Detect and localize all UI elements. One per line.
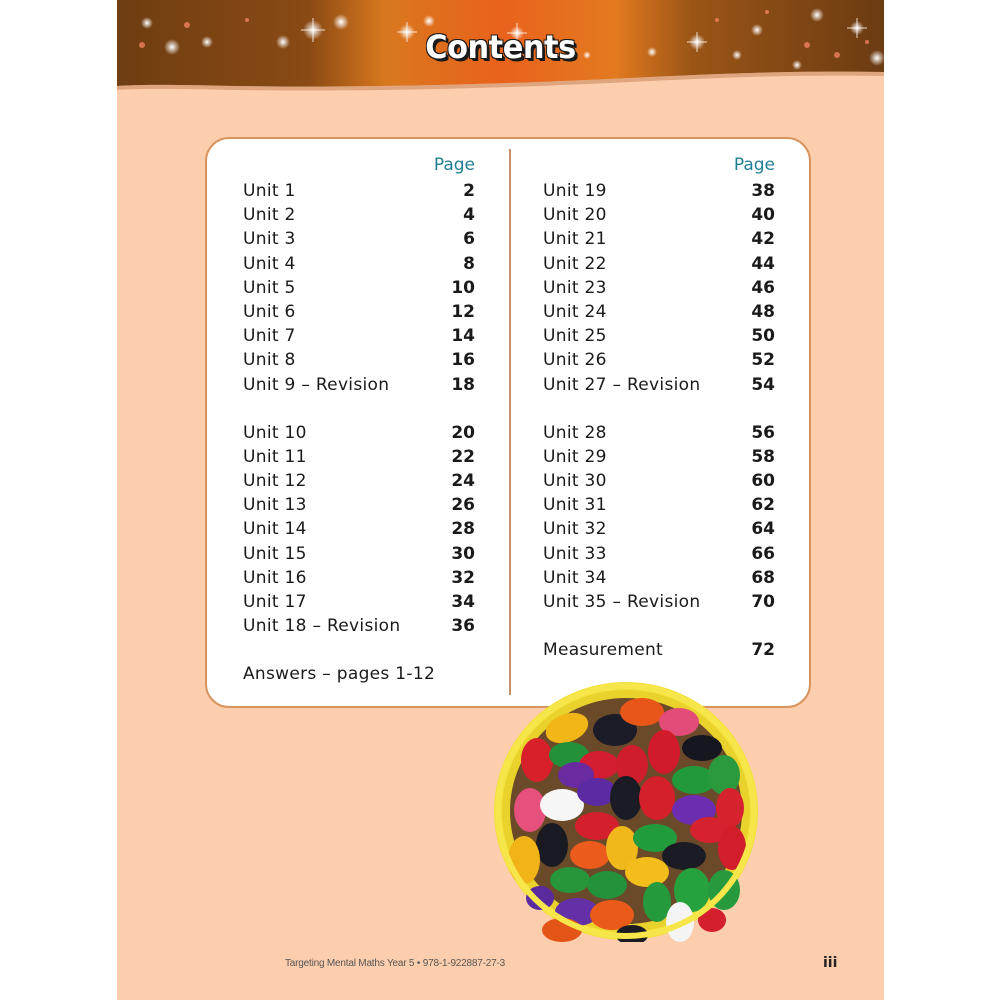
toc-entry-page: 68: [751, 567, 775, 588]
toc-entry-label: Unit 5: [243, 277, 296, 298]
toc-entry: [243, 445, 475, 469]
toc-entry-label: Unit 12: [243, 471, 307, 492]
toc-entry: [543, 276, 775, 300]
toc-entry: [243, 252, 475, 276]
toc-entry-label: Unit 29: [543, 446, 607, 467]
toc-entry: [243, 493, 475, 517]
toc-entry-page: 66: [751, 543, 775, 564]
toc-entry: [543, 203, 775, 227]
page-column-header: Page: [733, 155, 775, 175]
toc-entry-page: 62: [751, 495, 775, 516]
book-reference: Targeting Mental Maths Year 5 • 978-1-922887-27-3: [285, 958, 505, 969]
toc-entry-page: 24: [451, 471, 475, 492]
group-spacer: [543, 397, 775, 421]
toc-entry: [543, 373, 775, 397]
toc-entry: [243, 373, 475, 397]
contents-page: [117, 0, 884, 1000]
toc-entry: [543, 227, 775, 251]
toc-entry-label: Unit 18 – Revision: [243, 616, 401, 637]
toc-entry-page: 8: [463, 253, 475, 274]
toc-entry: [243, 469, 475, 493]
toc-entry-label: Unit 16: [243, 567, 307, 588]
toc-entry-label: Unit 28: [543, 422, 607, 443]
toc-entry-label: Unit 30: [543, 471, 607, 492]
jelly-beans-icon: [492, 680, 760, 942]
toc-entry: [243, 324, 475, 348]
toc-entry-label: Unit 3: [243, 229, 296, 250]
toc-entry: [243, 542, 475, 566]
page-title: Contents: [425, 28, 576, 66]
toc-entry: [243, 421, 475, 445]
toc-entry: [543, 421, 775, 445]
column-divider: [509, 149, 511, 695]
toc-entry-page: 56: [751, 422, 775, 443]
toc-entry-page: 20: [451, 422, 475, 443]
toc-entry-label: Unit 21: [543, 229, 607, 250]
toc-entry-page: 58: [751, 446, 775, 467]
toc-entry: [543, 517, 775, 541]
toc-entry-page: 4: [463, 205, 475, 226]
toc-entry: [243, 179, 475, 203]
toc-entry-page: 22: [451, 446, 475, 467]
jelly-bean-bowl-image: [492, 680, 760, 942]
toc-entry: [543, 179, 775, 203]
toc-entry-label: Unit 32: [543, 519, 607, 540]
toc-entry-label: Unit 14: [243, 519, 307, 540]
toc-entry: [243, 348, 475, 372]
toc-entry-label: Unit 4: [243, 253, 296, 274]
table-of-contents: [205, 137, 811, 708]
toc-entry-label: Measurement: [543, 640, 664, 661]
toc-entry-page: 32: [451, 567, 475, 588]
toc-entry-label: Unit 20: [543, 205, 607, 226]
toc-entry-page: 26: [451, 495, 475, 516]
toc-entry-page: 38: [751, 181, 775, 201]
toc-entry-label: Unit 19: [543, 181, 607, 201]
toc-entry-label: Unit 17: [243, 592, 307, 612]
toc-entry-page: 52: [751, 350, 775, 371]
toc-entry-page: 14: [451, 326, 475, 347]
toc-entry: [243, 227, 475, 251]
page-column-header: Page: [433, 155, 475, 175]
toc-entry-page: 6: [463, 229, 475, 250]
toc-entry: [543, 445, 775, 469]
toc-entry-page: 2: [463, 181, 475, 201]
toc-entry-page: 72: [751, 640, 775, 661]
toc-entry-page: 44: [751, 253, 775, 274]
toc-entry: [243, 276, 475, 300]
toc-entry-page: 28: [451, 519, 475, 540]
header-banner: [117, 0, 884, 100]
toc-entry-label: Unit 7: [243, 326, 296, 347]
toc-entry-label: Unit 11: [243, 446, 307, 467]
toc-entry-label: Unit 35 – Revision: [543, 592, 701, 612]
toc-entry-label: Unit 33: [543, 543, 607, 564]
toc-entry-page: 60: [751, 471, 775, 492]
toc-entry-label: Unit 22: [543, 253, 607, 274]
toc-entry-label: Unit 6: [243, 301, 296, 322]
toc-entry-label: Unit 13: [243, 495, 307, 516]
toc-entry-label: Unit 23: [543, 277, 607, 298]
toc-entry-label: Unit 25: [543, 326, 607, 347]
toc-entry-label: Unit 2: [243, 205, 296, 226]
toc-entry: [543, 300, 775, 324]
toc-entry: [243, 614, 475, 638]
toc-entry: [543, 542, 775, 566]
toc-entry-page: 10: [451, 277, 475, 298]
toc-entry: [243, 662, 475, 686]
toc-column-left: [243, 155, 475, 687]
toc-entry-page: 36: [451, 616, 475, 637]
toc-entry: [243, 203, 475, 227]
toc-entry: [243, 590, 475, 614]
toc-entry-page: 46: [751, 277, 775, 298]
toc-entry-page: 54: [751, 374, 775, 395]
toc-entry-page: 70: [751, 592, 775, 612]
toc-entry-label: Unit 1: [243, 181, 296, 201]
toc-entry: [543, 493, 775, 517]
toc-entry: [243, 300, 475, 324]
toc-entry: [543, 469, 775, 493]
toc-entry: [243, 566, 475, 590]
toc-entry-label: Unit 31: [543, 495, 607, 516]
toc-entry-label: Unit 10: [243, 422, 307, 443]
toc-entry-label: Unit 27 – Revision: [543, 374, 701, 395]
toc-entry-label: Unit 15: [243, 543, 307, 564]
toc-entry-label: Unit 9 – Revision: [243, 374, 390, 395]
toc-entry-label: Unit 34: [543, 567, 607, 588]
group-spacer: [543, 614, 775, 638]
toc-entry-page: 64: [751, 519, 775, 540]
toc-entry: [543, 324, 775, 348]
page-number: iii: [823, 955, 838, 971]
toc-entry: [543, 590, 775, 614]
toc-entry: [543, 348, 775, 372]
toc-entry: [543, 252, 775, 276]
toc-entry-page: 42: [751, 229, 775, 250]
toc-entry-label: Unit 24: [543, 301, 607, 322]
toc-entry-page: 40: [751, 205, 775, 226]
group-spacer: [243, 638, 475, 662]
toc-entry-label: Answers – pages 1-12: [243, 664, 436, 685]
toc-entry: [243, 517, 475, 541]
toc-entry-page: 30: [451, 543, 475, 564]
toc-entry: [543, 638, 775, 662]
toc-entry-label: Unit 8: [243, 350, 296, 371]
toc-entry-page: 16: [451, 350, 475, 371]
toc-entry-page: 34: [451, 592, 475, 612]
toc-entry-page: 18: [451, 374, 475, 395]
toc-entry-label: Unit 26: [543, 350, 607, 371]
toc-entry-page: 12: [451, 301, 475, 322]
toc-entry-page: 48: [751, 301, 775, 322]
group-spacer: [243, 397, 475, 421]
toc-entry-page: 50: [751, 326, 775, 347]
toc-column-right: [543, 155, 775, 662]
toc-entry: [543, 566, 775, 590]
